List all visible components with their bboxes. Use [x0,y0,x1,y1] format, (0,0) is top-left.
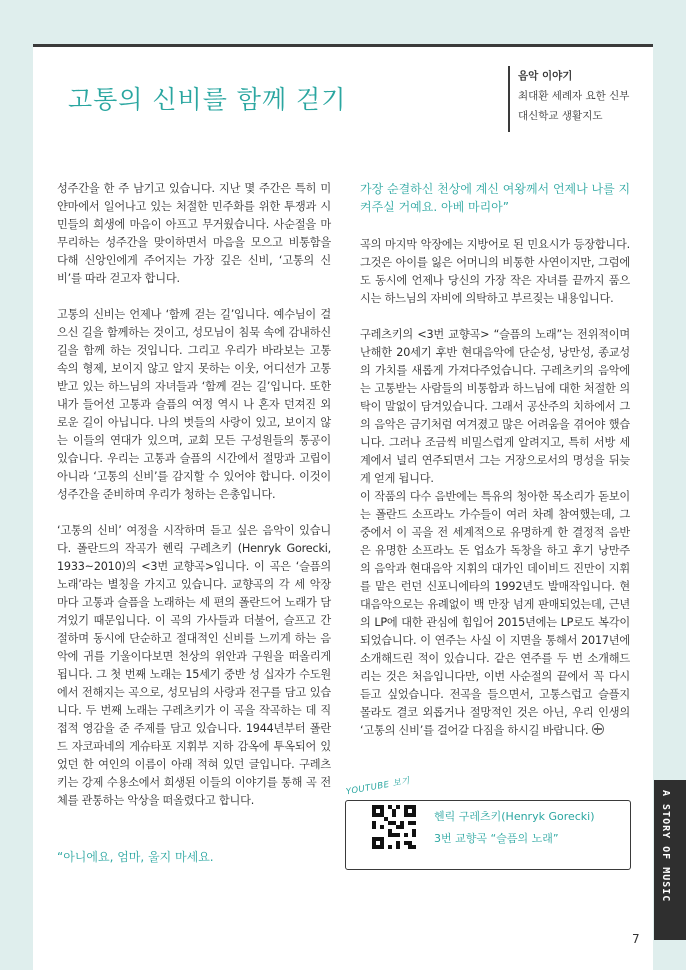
youtube-composer[interactable]: 헨릭 구레츠키(Henryk Gorecki) [434,810,595,823]
left-column [57,180,331,828]
author-name: 최대환 세례자 요한 신부 [518,90,630,102]
page-number: 7 [632,932,640,946]
pull-quote-right: 가장 순결하신 천상에 계신 여왕께서 언제나 나를 지켜주실 거예요. 아베 마리아” [360,182,631,214]
cross-icon [592,723,604,735]
paragraph: 구레츠키의 <3번 교향곡> “슬픔의 노래”는 전위적이며 난해한 20세기 후반 현대음악에 단순성, 낭만성, 종교성의 가치를 새롭게 가져다주었습니다. 구레츠키의 음악에는 고통받는 사람들의 비통함과 하느님에 대한 처절한 의탁이 말없이 담겨있습니다. 그래서 공산주의 치하에서 그의 음악은 금기처럼 여겨졌고 많은 어려움을 겪어야 했습니다. 그러나 조금씩 비밀스럽게 알려지고, 특히 서방 세계에서 널리 연주되면서 그는 거장으로서의 명성을 뒤늦게 얻게 됩니다. [360,328,630,485]
author-affiliation: 대신학교 생활지도 [518,110,603,122]
article-title: 고통의 신비를 함께 걷기 [68,85,347,114]
category-label: 음악 이야기 [518,70,573,82]
title-divider [508,66,510,132]
paragraph: 성주간을 한 주 남기고 있습니다. 지난 몇 주간은 특히 미얀마에서 일어나고 있는 처절한 민주화를 위한 투쟁과 시민들의 희생에 마음이 아프고 무거웠습니다. 사순절을 마무리하는 성주간을 맞이하면서 마음을 모으고 비통함을 다해 신앙인에게 주어지는 가장 깊은 신비, ‘고통의 신비’를 따라 걷고자 합니다. [57,182,331,285]
top-rule [33,44,653,47]
pull-quote-left: “아니에요, 엄마, 울지 마세요. [57,850,214,864]
paragraph [360,488,630,740]
paragraph: 곡의 마지막 악장에는 지방어로 된 민요시가 등장합니다. 그것은 아이를 잃은 어머니의 비통한 사연이지만, 그럼에도 동시에 언제나 당신의 가장 작은 자녀를 끝까지 품으시는 하느님의 자비에 의탁하고 부르짖는 내용입니다. [360,238,630,305]
article-meta [518,66,629,126]
side-tab-label: A STORY OF MUSIC [660,790,671,903]
paragraph: ‘고통의 신비’ 여정을 시작하며 듣고 싶은 음악이 있습니다. 폴란드의 작곡가 헨릭 구레츠키 (Henryk Gorecki, 1933~2010)의 <3번 교향곡>입니다. 이 곡은 ‘슬픔의 노래’라는 별칭을 가지고 있습니다. 교향곡의 각 세 악장마다 고통과 슬픔을 노래하는 세 편의 폴란드어 노래가 담겨있기 때문입니다. 이 곡의 가사들과 더불어, 슬프고 간절하며 동시에 단순하고 절대적인 신비를 느끼게 하는 음악에 귀를 기울이다보면 천상의 위안과 구원을 떠올리게 됩니다. 그 첫 번째 노래는 15세기 중반 성 십자가 수도원에서 전해지는 곡으로, 성모님의 사랑과 전구를 담고 있습니다. 두 번째 노래는 구레츠키가 이 곡을 작곡하는 데 직접적 영감을 준 주제를 담고 있습니다. 1944년부터 폴란드 자코파네의 게슈타포 지휘부 지하 감옥에 투옥되어 있었던 한 여인의 이름이 아래 적혀 있던 글입니다. 구레츠키는 강제 수용소에서 희생된 이들의 이야기를 통해 곡 전체를 관통하는 악상을 떠올렸다고 합니다. [57,524,331,807]
paragraph: 고통의 신비는 언제나 ‘함께 걷는 길’입니다. 예수님이 걸으신 길을 함께하는 것이고, 성모님이 침묵 속에 감내하신 길을 함께 하는 것입니다. 그리고 우리가 바라보는 고통 속의 형제, 보이지 않고 알지 못하는 이웃, 어디선가 고통받고 있는 하느님의 자녀들과 ‘함께 걷는 길’입니다. 또한 내가 들어선 고통과 슬픔의 여정 역시 나 혼자 던져진 외로운 길이 아닙니다. 나의 벗들의 사랑이 있고, 보이지 않는 이들의 연대가 있으며, 교회 모든 구성원들의 통공이 있습니다. 우리는 고통과 슬픔의 시간에서 절망과 고립이 아니라 ‘고통의 신비’를 감지할 수 있어야 합니다. 이것이 성주간을 준비하며 우리가 청하는 은총입니다. [57,308,331,501]
qr-code-icon[interactable] [372,805,416,849]
youtube-label: YOUTUBE 보기 [342,774,414,798]
youtube-work[interactable]: 3번 교향곡 “슬픔의 노래” [434,832,559,845]
paragraph-text: 이 작품의 다수 음반에는 특유의 청아한 목소리가 돋보이는 폴란드 소프라노 가수들이 여러 차례 참여했는데, 그중에서 이 곡을 전 세계적으로 유명하게 한 결정적 음반은 유명한 소프라노 돈 업쇼가 독창을 하고 후기 낭만주의 음악과 현대음악 지휘의 대가인 데이비드 진만이 지휘를 맡은 런던 신포니에타의 1992년도 발매작입니다. 현대음악으로는 유례없이 백 만장 넘게 판매되었는데, 근년의 LP에 대한 관심에 힘입어 2015년에는 LP로도 복각이 되었습니다. 이 연주는 사실 이 지면을 통해서 2017년에 소개해드린 적이 있습니다. 같은 연주를 두 번 소개해드리는 것은 처음입니다만, 이번 사순절의 끝에서 꼭 다시 듣고 싶었습니다. 전곡을 들으면서, 고통스럽고 슬플지 몰라도 결코 외롭거나 절망적인 것은 아닌, 우리 인생의 ‘고통의 신비’를 걸어갈 다짐을 하시길 바랍니다. [360,490,630,737]
right-column [360,236,630,758]
